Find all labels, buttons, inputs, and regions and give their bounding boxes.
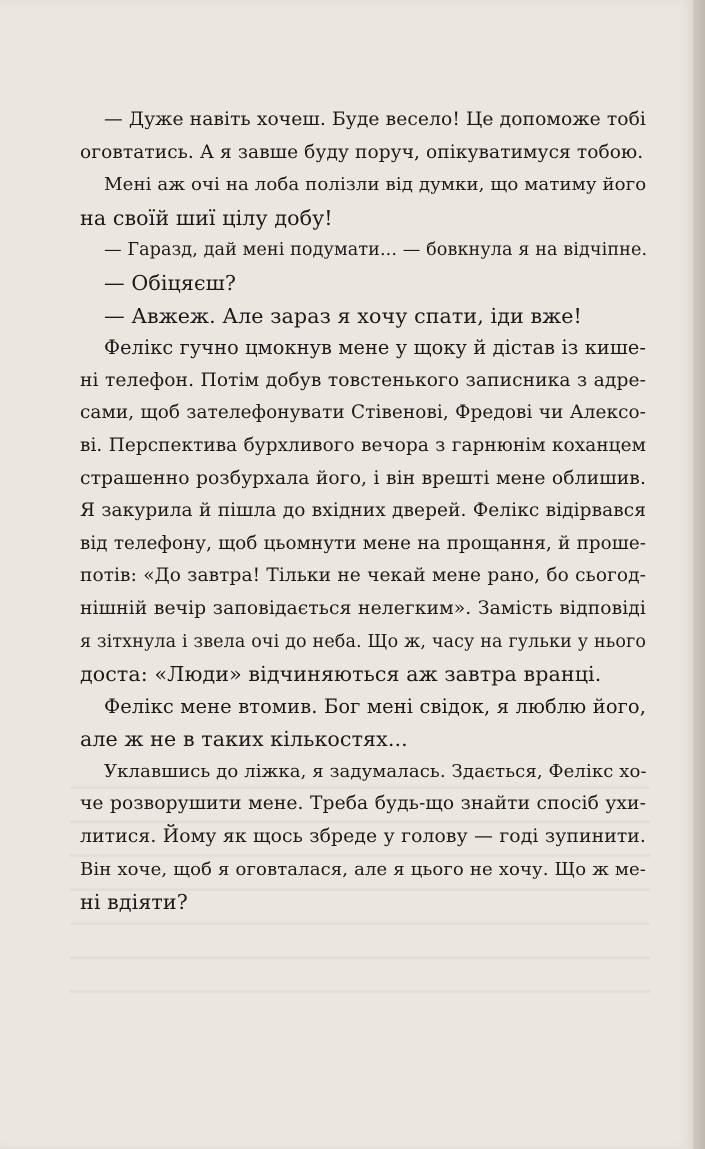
text-line: ні телефон. Потім добув товстенького записника з адре- — [80, 369, 646, 391]
page-text — [80, 104, 646, 919]
text-line: ві. Перспектива бурхливого вечора з гарнюнім коханцем — [80, 434, 646, 456]
text-line: від телефону, щоб цьомнути мене на прощання, й проше- — [80, 532, 646, 554]
text-line: потів: «До завтра! Тільки не чекай мене рано, бо сьогод- — [80, 565, 646, 587]
text-line: литися. Йому як щось збреде у голову — годі зупинити. — [80, 826, 646, 848]
text-line: Фелікс гучно цмокнув мене у щоку й дістав із кише- — [104, 336, 646, 360]
text-line: сами, щоб зателефонувати Стівенові, Фредові чи Алексо- — [80, 402, 646, 424]
text-line: — Гаразд, дай мені подумати... — бовкнула я на відчіпне. — [104, 240, 648, 261]
text-line: Мені аж очі на лоба полізли від думки, що матиму його — [104, 174, 647, 196]
text-line: нішній вечір заповідається нелегким». Замість відповіді — [80, 597, 646, 619]
text-line: на своїй шиї цілу добу! — [80, 205, 333, 230]
text-line: ні вдіяти? — [80, 890, 188, 915]
text-line: че розворушити мене. Треба будь-що знайти спосіб ухи- — [80, 793, 646, 815]
text-line: але ж не в таких кількостях... — [80, 727, 408, 752]
text-line: Я закурила й пішла до вхідних дверей. Фелікс відірвався — [80, 500, 646, 522]
text-line: Уклавшись до ліжка, я задумалась. Здається, Фелікс хо- — [104, 760, 647, 782]
text-line: — Дуже навіть хочеш. Буде весело! Це допоможе тобі — [104, 109, 646, 130]
text-line: — Обіцяєш? — [104, 270, 236, 295]
text-line: Фелікс мене втомив. Бог мені свідок, я люблю його, — [104, 694, 646, 718]
text-line: Він хоче, щоб я оговталася, але я цього не хочу. Що ж ме- — [80, 858, 646, 880]
page-edge — [693, 0, 705, 1149]
text-line: страшенно розбурхала його, і він врешті мене облишив. — [80, 467, 646, 489]
text-line: я зітхнула і звела очі до неба. Що ж, часу на гульки у нього — [80, 631, 646, 652]
text-line: оговтатись. А я завше буду поруч, опікуватимуся тобою. — [80, 141, 644, 163]
text-line: доста: «Люди» відчиняються аж завтра вранці. — [80, 662, 602, 687]
text-line: — Авжеж. Але зараз я хочу спати, іди вже! — [104, 303, 582, 328]
